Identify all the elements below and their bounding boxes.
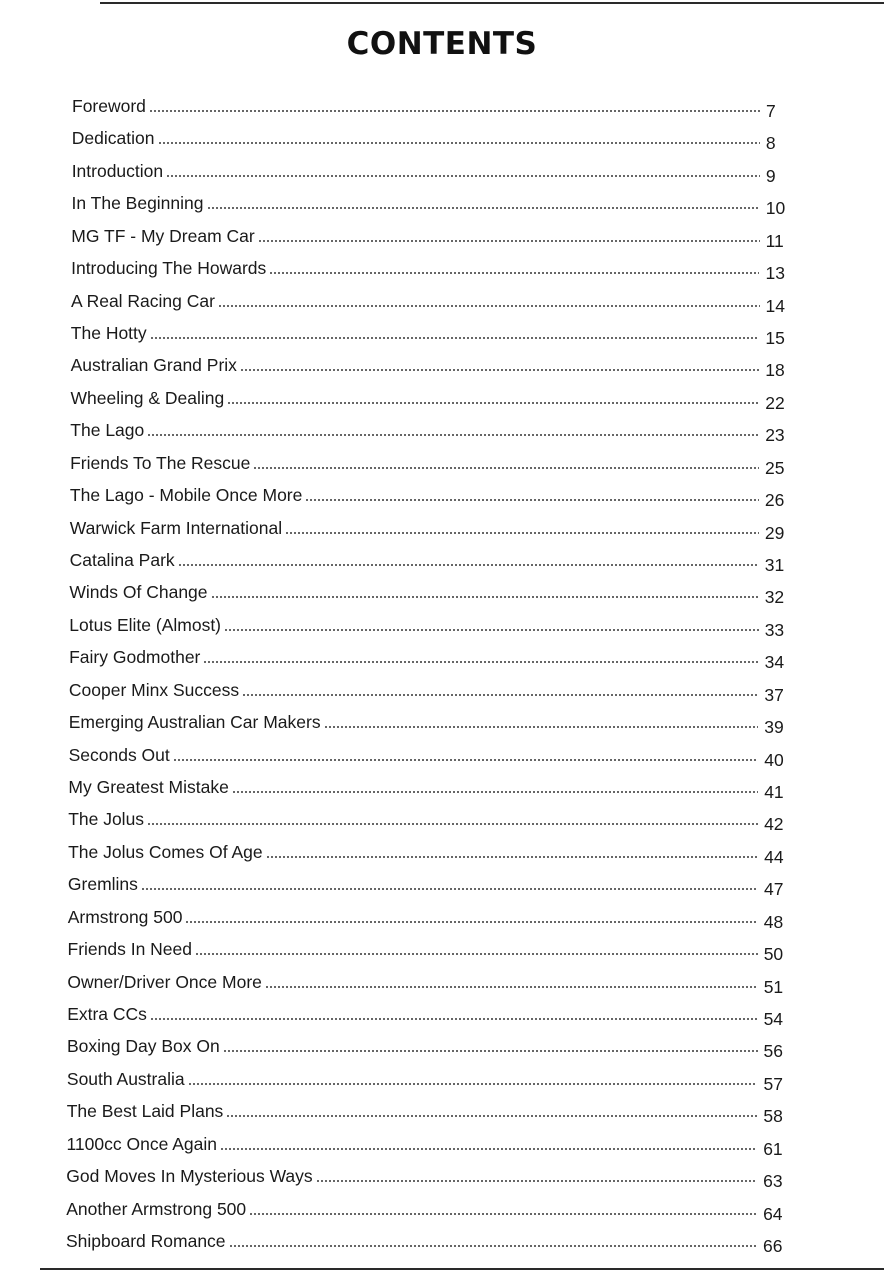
toc-entry-title: Owner/Driver Once More — [67, 971, 262, 992]
dot-leader — [195, 953, 758, 955]
toc-entry — [67, 1002, 793, 1029]
bottom-rule — [40, 1268, 884, 1270]
dot-leader — [224, 629, 759, 631]
toc-entry-page-number: 18 — [765, 360, 785, 381]
dot-leader — [207, 207, 760, 209]
dot-leader — [203, 661, 758, 663]
toc-entry-page-number: 7 — [766, 101, 776, 121]
toc-entry-page-number: 13 — [765, 263, 785, 284]
toc-entry — [67, 872, 794, 900]
dot-leader — [220, 1148, 757, 1150]
toc-entry-title: Introducing The Howards — [71, 258, 267, 279]
toc-entry-page-number: 8 — [765, 133, 776, 154]
toc-entry-page-number: 26 — [764, 490, 785, 511]
toc-entry-title: Gremlins — [67, 874, 138, 895]
toc-entry — [70, 418, 795, 446]
dot-leader — [265, 986, 758, 988]
toc-entry-page-number: 56 — [763, 1041, 783, 1062]
dot-leader — [188, 1083, 758, 1085]
dot-leader — [226, 1115, 757, 1117]
toc-entry-page-number: 44 — [764, 846, 784, 867]
toc-entry-title: The Jolus — [68, 809, 145, 830]
dot-leader — [285, 532, 759, 534]
toc-entry-title: Catalina Park — [69, 550, 175, 570]
dot-leader — [253, 467, 759, 469]
dot-leader — [242, 694, 758, 696]
toc-entry — [70, 353, 796, 381]
toc-entry-title: Australian Grand Prix — [70, 355, 237, 376]
toc-entry-page-number: 29 — [764, 522, 785, 543]
toc-entry-page-number: 47 — [763, 879, 784, 900]
toc-entry-page-number: 15 — [765, 328, 785, 348]
toc-entry — [68, 743, 795, 770]
toc-entry — [69, 613, 794, 640]
dot-leader — [150, 337, 760, 339]
toc-entry-title: A Real Racing Car — [71, 290, 215, 311]
toc-entry-title: 1100cc Once Again — [66, 1133, 217, 1154]
toc-entry — [71, 256, 795, 284]
toc-entry — [71, 159, 796, 186]
toc-entry — [69, 516, 795, 543]
toc-entry-title: Shipboard Romance — [66, 1231, 226, 1251]
dot-leader — [258, 240, 760, 242]
toc-entry — [66, 1164, 793, 1192]
toc-entry-page-number: 41 — [764, 782, 784, 802]
dot-leader — [266, 856, 758, 858]
toc-entry — [72, 94, 796, 121]
dot-leader — [158, 142, 760, 144]
toc-entry-title: Fairy Godmother — [69, 647, 201, 668]
toc-entry-title: Another Armstrong 500 — [66, 1198, 247, 1219]
toc-entry-page-number: 23 — [765, 425, 785, 446]
toc-entry-title: MG TF - My Dream Car — [71, 225, 255, 246]
dot-leader — [232, 791, 758, 793]
dot-leader — [147, 434, 759, 436]
toc-entry-page-number: 14 — [765, 295, 785, 316]
toc-entry-page-number: 11 — [765, 230, 784, 251]
dot-leader — [240, 369, 759, 371]
toc-entry — [67, 937, 794, 965]
toc-entry-title: The Jolus Comes Of Age — [68, 841, 263, 862]
dot-leader — [185, 921, 757, 923]
toc-entry-page-number: 57 — [763, 1073, 783, 1094]
toc-entry-title: Dedication — [71, 128, 155, 149]
toc-entry — [68, 840, 794, 867]
toc-entry-title: Warwick Farm International — [69, 517, 283, 538]
toc-entry-title: Extra CCs — [67, 1004, 147, 1024]
toc-entry — [71, 289, 796, 316]
toc-entry — [70, 451, 795, 478]
toc-entry-title: Lotus Elite (Almost) — [69, 614, 222, 635]
toc-entry-title: Cooper Minx Success — [68, 679, 240, 700]
page-title: CONTENTS — [346, 26, 538, 62]
toc-entry-title: Friends To The Rescue — [70, 452, 251, 473]
toc-entry-page-number: 66 — [763, 1236, 783, 1256]
toc-entry-page-number: 40 — [764, 749, 784, 770]
toc-entry — [71, 191, 796, 219]
toc-entry-page-number: 25 — [764, 457, 785, 478]
toc-entry — [67, 970, 793, 997]
dot-leader — [305, 499, 759, 501]
toc-entry — [67, 1034, 794, 1062]
toc-entry-page-number: 61 — [763, 1138, 783, 1159]
toc-entry-title: The Lago — [70, 420, 145, 441]
dot-leader — [249, 1213, 757, 1215]
dot-leader — [316, 1180, 757, 1182]
toc-entry — [66, 1099, 794, 1127]
dot-leader — [141, 888, 758, 890]
dot-leader — [150, 1018, 758, 1020]
toc-entry-title: God Moves In Mysterious Ways — [66, 1166, 313, 1187]
toc-entry-title: Introduction — [71, 160, 164, 181]
toc-entry-page-number: 37 — [764, 684, 784, 705]
toc-entry-title: South Australia — [66, 1068, 185, 1089]
toc-entry-page-number: 63 — [763, 1171, 783, 1192]
dot-leader — [324, 726, 759, 728]
toc-entry-title: Armstrong 500 — [67, 906, 183, 927]
toc-entry — [69, 483, 795, 511]
toc-entry — [68, 807, 794, 835]
toc-entry — [71, 126, 796, 154]
toc-entry-title: The Lago - Mobile Once More — [69, 485, 303, 506]
toc-entry — [71, 224, 795, 251]
toc-entry-page-number: 32 — [764, 587, 785, 608]
toc-entry-title: Seconds Out — [68, 744, 170, 765]
toc-entry — [66, 1197, 793, 1224]
toc-entry — [69, 645, 795, 673]
toc-entry-page-number: 33 — [764, 619, 785, 640]
toc-entry-page-number: 51 — [763, 976, 784, 997]
toc-entry-page-number: 9 — [765, 165, 776, 186]
toc-entry-page-number: 64 — [763, 1203, 783, 1224]
dot-leader — [149, 110, 760, 112]
dot-leader — [229, 1245, 757, 1247]
dot-leader — [269, 272, 759, 274]
dot-leader — [178, 564, 759, 566]
toc-entry — [66, 1067, 794, 1094]
toc-entry-page-number: 50 — [763, 944, 784, 965]
dot-leader — [223, 1050, 758, 1052]
toc-entry-title: Foreword — [72, 96, 146, 116]
toc-entry-title: Winds Of Change — [69, 582, 208, 603]
toc-entry-page-number: 54 — [763, 1009, 784, 1029]
toc-entry-title: Friends In Need — [67, 939, 193, 960]
toc-entry-title: The Best Laid Plans — [66, 1101, 224, 1122]
toc-entry — [66, 1229, 793, 1256]
toc-entry-title: Boxing Day Box On — [67, 1036, 220, 1057]
toc-entry-page-number: 42 — [764, 814, 784, 835]
toc-entry — [68, 775, 794, 802]
toc-entry — [66, 1132, 794, 1159]
toc-entry-page-number: 48 — [763, 911, 784, 932]
toc-entry-title: My Greatest Mistake — [68, 777, 229, 797]
toc-entry-page-number: 58 — [763, 1106, 783, 1127]
toc-entry — [68, 710, 795, 738]
toc-entry — [68, 678, 795, 705]
toc-entry — [69, 548, 795, 575]
toc-entry-title: In The Beginning — [71, 193, 204, 214]
toc-entry — [70, 386, 796, 413]
toc-entry — [67, 905, 794, 932]
dot-leader — [173, 759, 759, 761]
dot-leader — [166, 175, 760, 177]
toc-entry-title: Emerging Australian Car Makers — [68, 712, 321, 733]
dot-leader — [147, 823, 758, 825]
toc-entry-title: The Hotty — [70, 323, 147, 343]
toc-entry — [70, 321, 796, 348]
toc-entry-page-number: 39 — [764, 717, 784, 738]
dot-leader — [218, 305, 760, 307]
toc-entry-title: Wheeling & Dealing — [70, 387, 225, 408]
toc-entry-page-number: 31 — [764, 555, 785, 575]
toc-entry-page-number: 22 — [765, 392, 785, 413]
toc-entry — [69, 580, 794, 608]
toc-entry-page-number: 10 — [765, 198, 786, 219]
dot-leader — [227, 402, 759, 404]
toc-entry-page-number: 34 — [764, 652, 785, 673]
dot-leader — [211, 596, 759, 598]
